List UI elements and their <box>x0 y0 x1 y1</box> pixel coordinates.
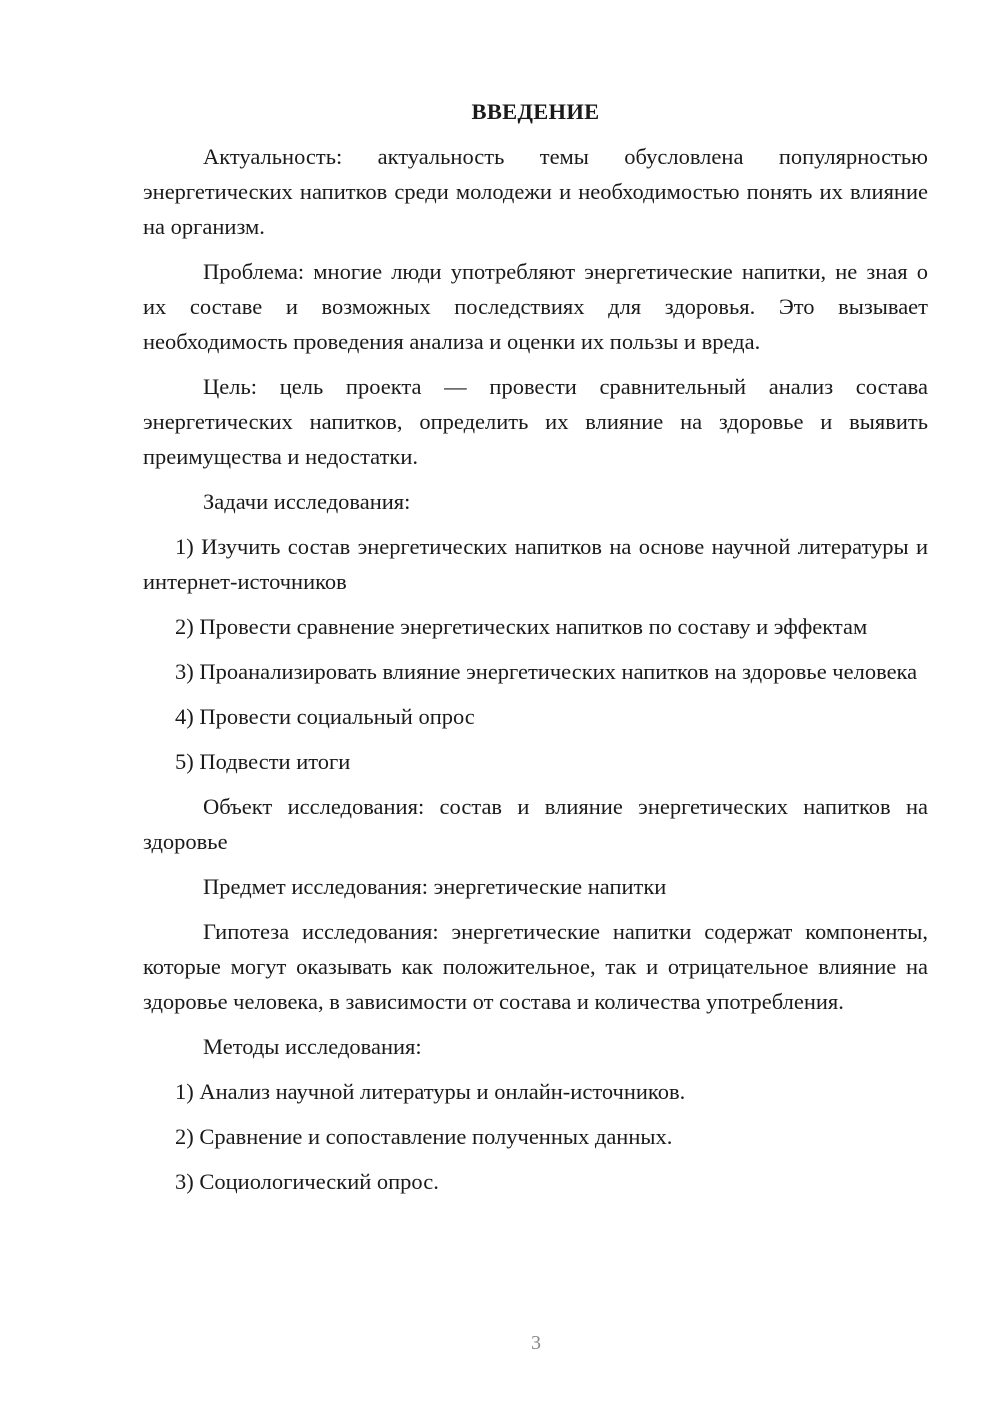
paragraph-goal: Цель: цель проекта — провести сравнительный анализ состава энергетических напитков, определить их влияние на здоровье и выявить преимущества и недостатки. <box>143 374 928 469</box>
paragraph-relevance: Актуальность: актуальность темы обусловлена популярностью энергетических напитков среди молодежи и необходимостью понять их влияние на организм. <box>143 144 928 239</box>
task-item-5: 5) Подвести итоги <box>175 749 351 774</box>
paragraph-hypothesis: Гипотеза исследования: энергетические напитки содержат компоненты, которые могут оказывать как положительное, так и отрицательное влияние на здоровье человека, в зависимости от состава и количества употребления. <box>143 919 928 1014</box>
method-item-3: 3) Социологический опрос. <box>175 1169 439 1194</box>
paragraph-subject: Предмет исследования: энергетические напитки <box>203 874 667 899</box>
paragraph-problem: Проблема: многие люди употребляют энергетические напитки, не зная о их составе и возможных последствиях для здоровья. Это вызывает необходимость проведения анализа и оценки их пользы и вреда. <box>143 259 928 354</box>
section-title: ВВЕДЕНИЕ <box>471 99 600 124</box>
page-number: 3 <box>531 1332 541 1354</box>
task-item-1: 1) Изучить состав энергетических напитков на основе научной литературы и интернет-источников <box>143 534 928 594</box>
method-item-1: 1) Анализ научной литературы и онлайн-источников. <box>175 1079 686 1104</box>
task-item-3: 3) Проанализировать влияние энергетических напитков на здоровье человека <box>175 659 918 684</box>
task-item-2: 2) Провести сравнение энергетических напитков по составу и эффектам <box>175 614 868 639</box>
task-item-4: 4) Провести социальный опрос <box>175 704 475 729</box>
method-item-2: 2) Сравнение и сопоставление полученных данных. <box>175 1124 673 1149</box>
paragraph-methods-heading: Методы исследования: <box>203 1034 422 1059</box>
paragraph-tasks-heading: Задачи исследования: <box>203 489 411 514</box>
page-content <box>143 94 928 1209</box>
paragraph-object: Объект исследования: состав и влияние энергетических напитков на здоровье <box>143 794 928 854</box>
